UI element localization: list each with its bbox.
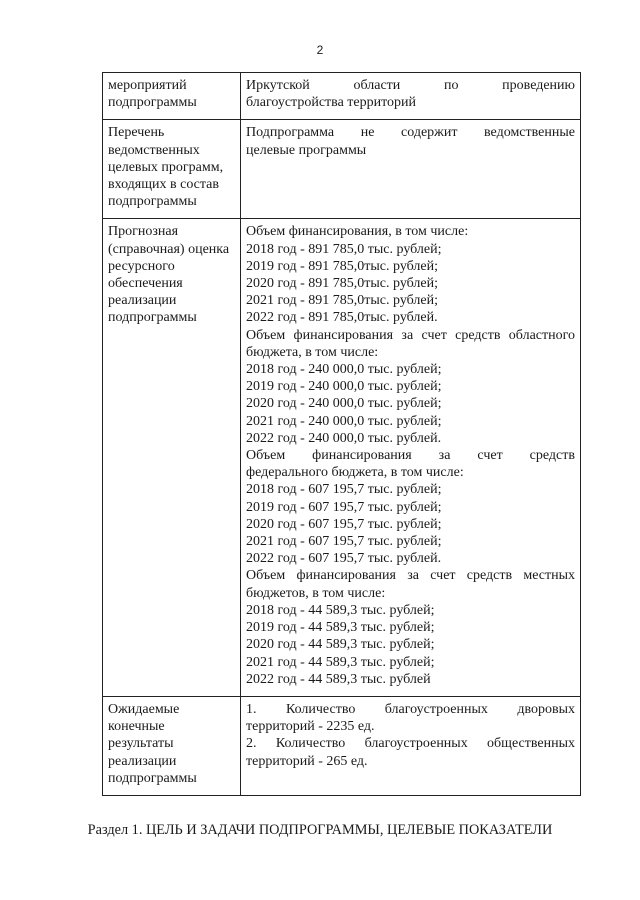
row-value-cell (241, 73, 581, 120)
row-value-line: федерального бюджета, в том числе: (246, 465, 464, 481)
row-label-line: (справочная) оценка (108, 241, 230, 257)
row-value-line: 2. Количество благоустроенных общественных (246, 736, 575, 752)
row-value-line: 2019 год - 607 195,7 тыс. рублей; (246, 499, 442, 515)
row-value-line: территорий - 265 ед. (246, 753, 368, 769)
row-value-line: 2018 год - 240 000,0 тыс. рублей; (246, 362, 442, 378)
row-label-line: реализации (108, 293, 177, 309)
row-label-cell (103, 219, 241, 696)
row-value-line: 2021 год - 240 000,0 тыс. рублей; (246, 413, 442, 429)
row-value-line: 2019 год - 891 785,0тыс. рублей; (246, 258, 439, 274)
row-label-line: подпрограммы (108, 310, 197, 326)
row-value-line: благоустройства территорий (246, 95, 417, 111)
row-label-line: ресурсного (108, 258, 175, 274)
row-value-line: территорий - 2235 ед. (246, 719, 375, 735)
row-value-line: 1. Количество благоустроенных дворовых (246, 701, 575, 717)
row-value-line: 2020 год - 891 785,0тыс. рублей; (246, 276, 439, 292)
row-value-line: 2018 год - 607 195,7 тыс. рублей; (246, 482, 442, 498)
row-value-line: бюджета, в том числе: (246, 344, 379, 360)
row-label-line: мероприятий (108, 78, 187, 93)
row-label-line: Прогнозная (108, 224, 179, 240)
row-label-line: реализации (108, 753, 177, 769)
row-label-line: обеспечения (108, 276, 183, 292)
row-value-line: 2022 год - 240 000,0 тыс. рублей. (246, 430, 442, 446)
row-label-line: подпрограммы (108, 95, 197, 111)
row-label-line: входящих в состав (108, 177, 220, 193)
subprogram-passport-table (102, 72, 581, 796)
row-label-line: ведомственных (108, 142, 200, 158)
row-value-line: 2022 год - 607 195,7 тыс. рублей. (246, 551, 442, 567)
row-label-line: целевых программ, (108, 159, 224, 175)
row-value-line: 2018 год - 891 785,0 тыс. рублей; (246, 241, 442, 257)
row-value-line: 2021 год - 44 589,3 тыс. рублей; (246, 654, 435, 670)
row-value-line: 2021 год - 607 195,7 тыс. рублей; (246, 534, 442, 550)
row-label-line: результаты (108, 736, 174, 752)
row-value-line: Объем финансирования, в том числе: (246, 224, 469, 240)
row-value-line: 2022 год - 891 785,0тыс. рублей. (246, 310, 438, 326)
row-value-line: Подпрограмма не содержит ведомственные (246, 125, 575, 141)
row-label-cell (103, 696, 241, 795)
row-value-cell (241, 219, 581, 696)
row-label-line: подпрограммы (108, 770, 197, 786)
row-value-line: 2018 год - 44 589,3 тыс. рублей; (246, 602, 435, 618)
row-label-line: Ожидаемые (108, 701, 180, 717)
table-row (103, 219, 581, 696)
passport-table-body (103, 73, 581, 796)
row-value-line: 2020 год - 44 589,3 тыс. рублей; (246, 637, 435, 653)
row-value-cell (241, 120, 581, 219)
row-value-line: Объем финансирования за счет средств (246, 448, 575, 464)
row-label-line: Перечень (108, 125, 165, 141)
row-value-line: Объем финансирования за счет средств областного (246, 327, 575, 343)
row-value-line: Иркутской области по проведению (246, 78, 575, 93)
row-label-cell (103, 73, 241, 120)
row-value-line: Объем финансирования за счет средств местных (246, 568, 575, 584)
row-value-line: бюджетов, в том числе: (246, 585, 386, 601)
row-label-cell (103, 120, 241, 219)
row-value-cell (241, 696, 581, 795)
row-value-line: 2019 год - 44 589,3 тыс. рублей; (246, 620, 435, 636)
row-value-line: 2019 год - 240 000,0 тыс. рублей; (246, 379, 442, 395)
page-number: 2 (316, 43, 324, 57)
row-value-line: 2020 год - 607 195,7 тыс. рублей; (246, 516, 442, 532)
row-value-line: 2021 год - 891 785,0тыс. рублей; (246, 293, 439, 309)
table-row (103, 73, 581, 120)
row-value-line: 2022 год - 44 589,3 тыс. рублей (246, 671, 431, 687)
row-label-line: подпрограммы (108, 194, 197, 210)
row-label-line: конечные (108, 719, 165, 735)
table-row (103, 120, 581, 219)
section-heading: Раздел 1. ЦЕЛЬ И ЗАДАЧИ ПОДПРОГРАММЫ, ЦЕЛЕВЫЕ ПОКАЗАТЕЛИ (87, 822, 553, 838)
table-row (103, 696, 581, 795)
row-value-line: 2020 год - 240 000,0 тыс. рублей; (246, 396, 442, 412)
row-value-line: целевые программы (246, 142, 367, 158)
